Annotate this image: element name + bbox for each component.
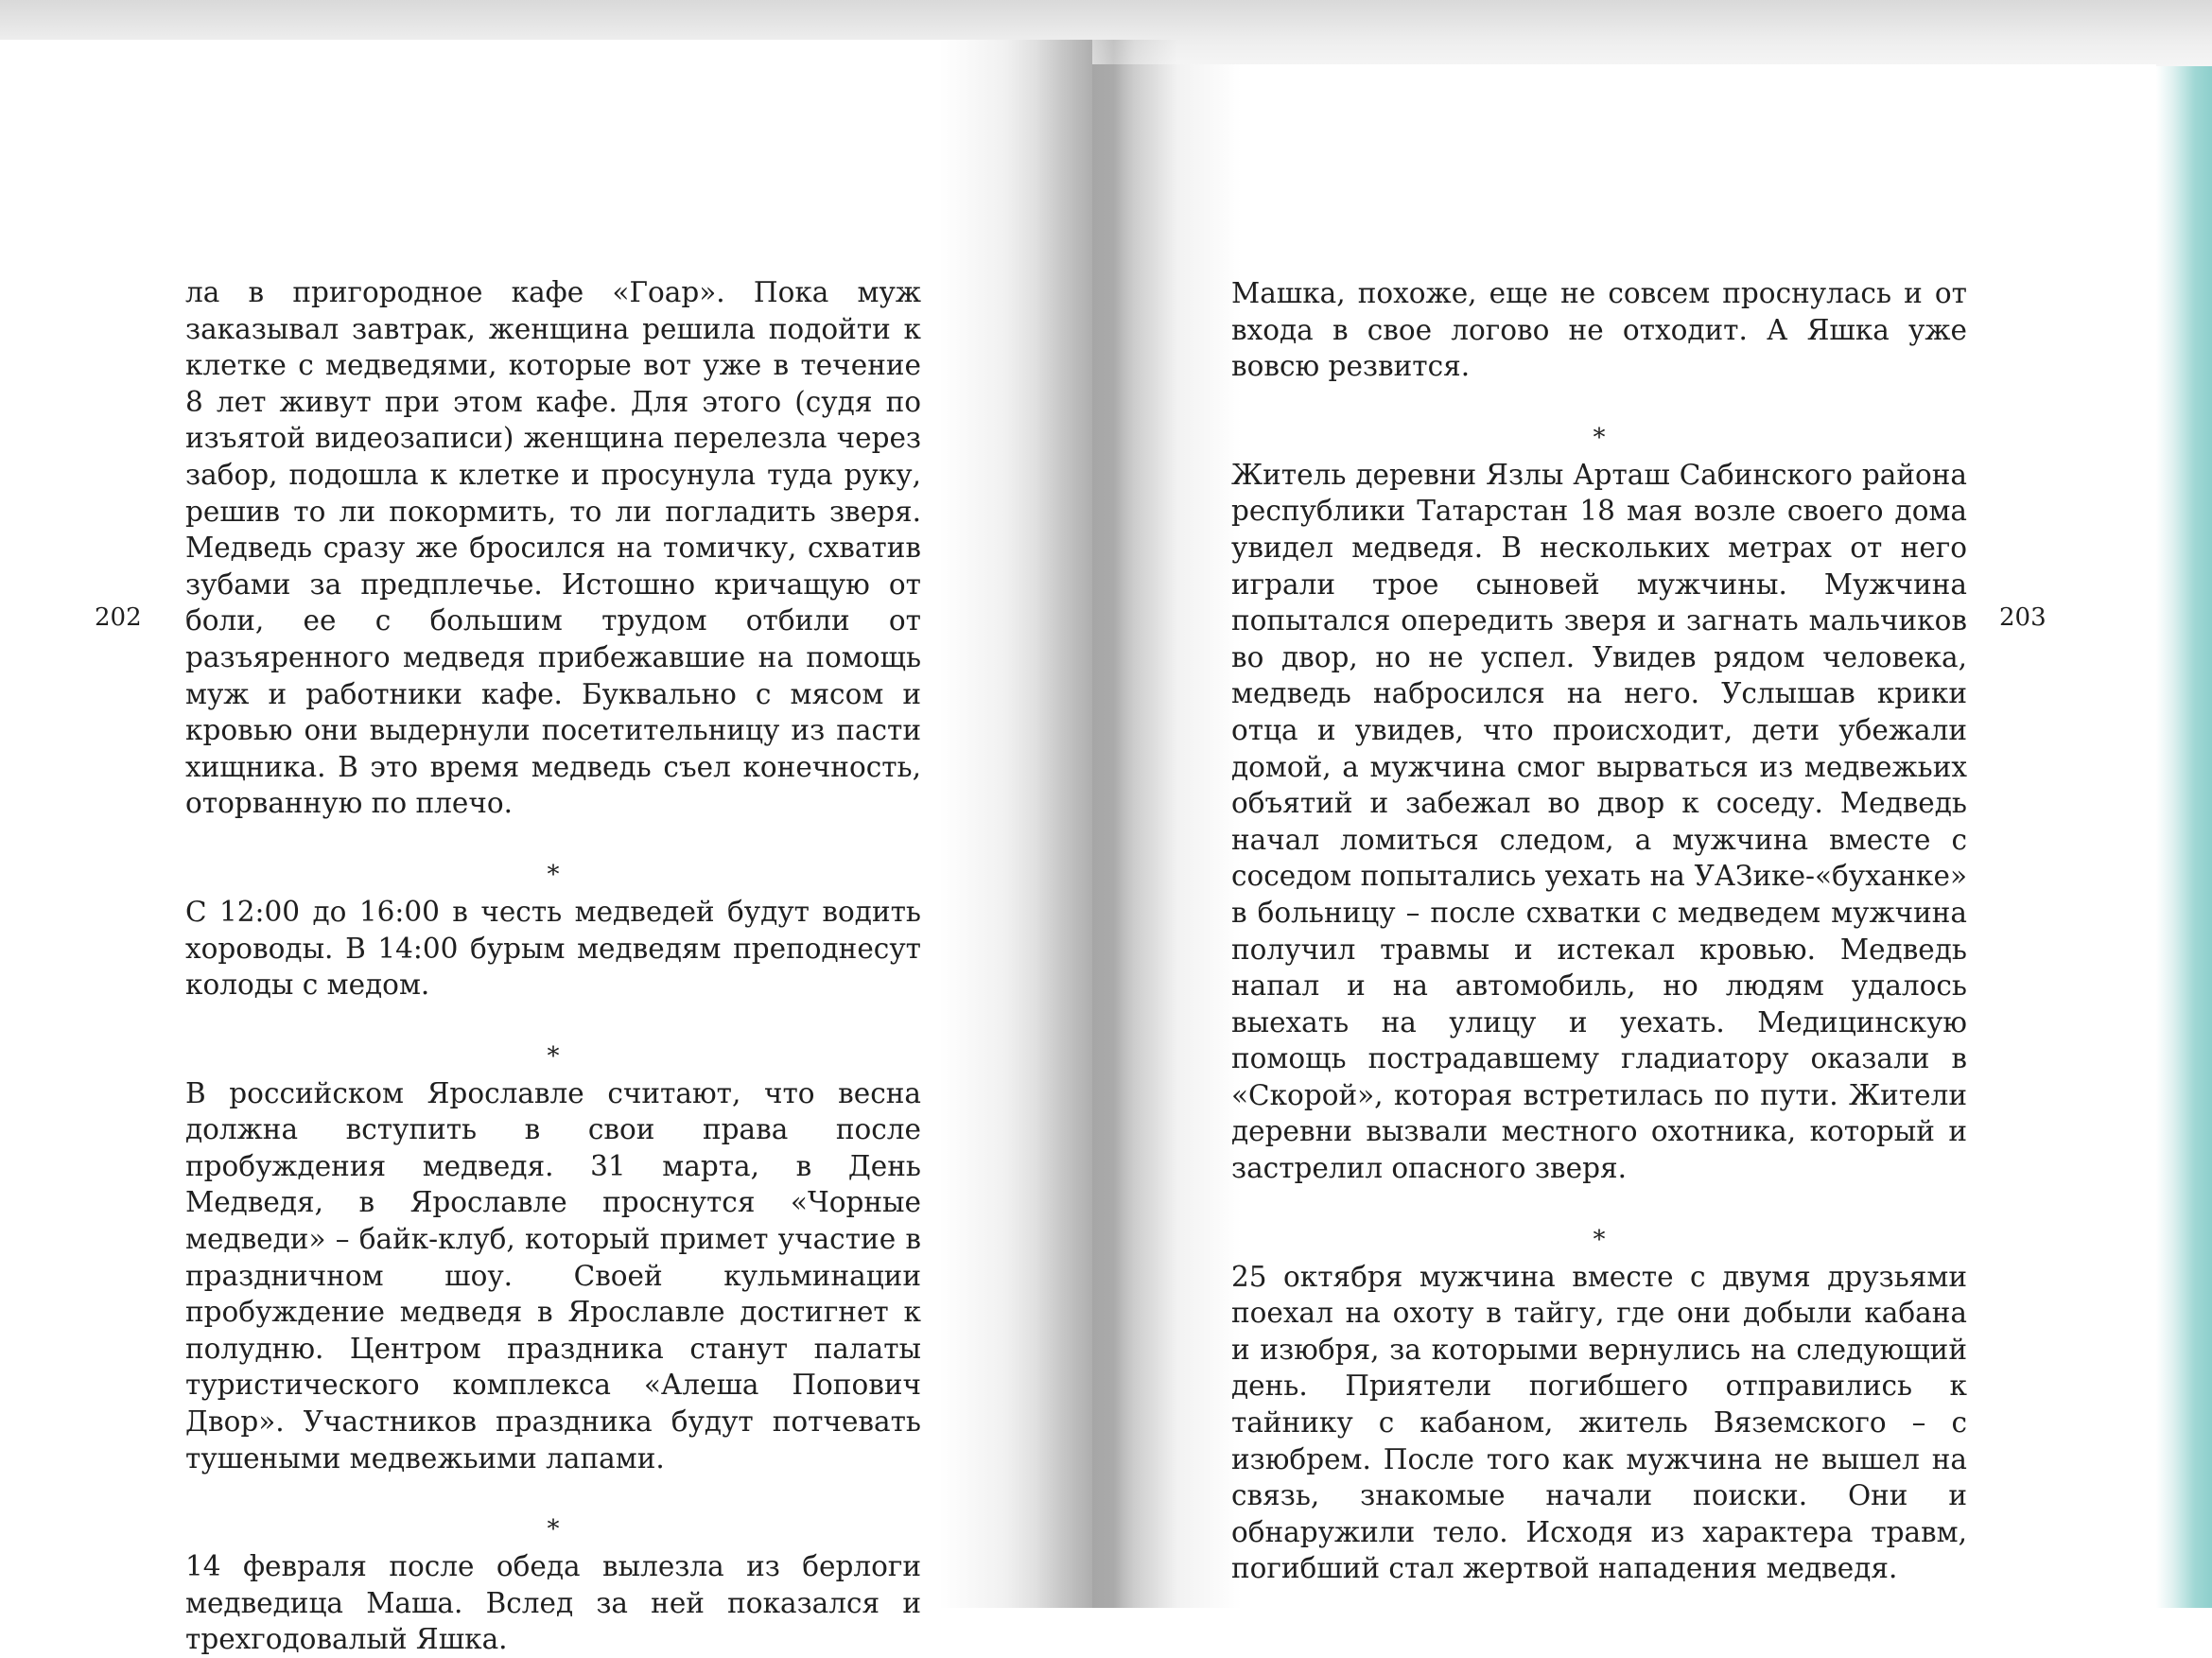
section-separator: *: [547, 1041, 560, 1071]
section-separator: *: [547, 860, 560, 889]
paragraph: 14 февраля после обеда вылезла из берлоги медведица Маша. Вслед за ней показался и трехгодовалый Яшка.: [185, 1550, 921, 1656]
paragraph: С 12:00 до 16:00 в честь медведей будут водить хороводы. В 14:00 бурым медведям преподнесут колоды с медом.: [185, 895, 921, 1002]
section-separator: *: [547, 1515, 560, 1545]
paragraph: 25 октября мужчина вместе с двумя друзьями поехал на охоту в тайгу, где они добыли кабана и изюбря, за которыми вернулись на следующий день. Приятели погибшего отправились к тайнику с кабаном, житель Вяземского – с изюбрем. После того как мужчина не вышел на связь, знакомые начали поиски. Они и обнаружили тело. Исходя из характера травм, погибший стал жертвой нападения медведя.: [1231, 1260, 1967, 1585]
book-cover-edge: [2156, 66, 2212, 1608]
right-page-text: [1231, 275, 1967, 1587]
paragraph: Житель деревни Язлы Арташ Сабинского района республики Татарстан 18 мая возле своего дома увидел медведя. В нескольких метрах от него играли трое сыновей мужчины. Мужчина попытался опередить зверя и загнать мальчиков во двор, но не успел. Увидев рядом человека, медведь набросился на него. Услышав крики отца и увидев, что происходит, дети убежали домой, а мужчина смог вырваться из медвежьих объятий и забежал во двор к соседу. Медведь начал ломиться следом, а мужчина вместе с соседом попытались уехать на УАЗике-«буханке» в больницу – после схватки с медведем мужчина получил травмы и истекал кровью. Медведь напал и на автомобиль, но людям удалось выехать на улицу и уехать. Медицинскую помощь пострадавшему гладиатору оказали в «Скорой», которая встретилась по пути. Жители деревни вызвали местного охотника, который и застрелил опасного зверя.: [1231, 458, 1967, 1185]
paragraph: Машка, похоже, еще не совсем проснулась и от входа в свое логово не отходит. А Яшка уже вовсю резвится.: [1231, 277, 1967, 383]
page-number-left: 202: [95, 603, 142, 632]
paragraph: В российском Ярославле считают, что весна должна вступить в свои права после пробуждения медведя. 31 марта, в День Медведя, в Ярославле проснутся «Чорные медведи» – байк-клуб, который примет участие в праздничном шоу. Своей кульминации пробуждение медведя в Ярославле достигнет к полудню. Центром праздника станут палаты туристического комплекса «Алеша Попович Двор». Участников праздника будут потчевать тушеными медвежьими лапами.: [185, 1076, 921, 1475]
section-separator: *: [1593, 423, 1606, 452]
paragraph: ла в пригородное кафе «Гоар». Пока муж заказывал завтрак, женщина решила подойти к клетке с медведями, которые вот уже в течение 8 лет живут при этом кафе. Для этого (судя по изъятой видеозаписи) женщина перелезла через забор, подошла к клетке и просунула туда руку, решив то ли покормить, то ли погладить зверя. Медведь сразу же бросился на томичку, схватив зубами за предплечье. Истошно кричащую от боли, ее с большим трудом отбили от разъяренного медведя прибежавшие на помощь муж и работники кафе. Буквально с мясом и кровью они выдернули посетительницу из пасти хищника. В это время медведь съел конечность, оторванную по плечо.: [185, 276, 921, 820]
section-separator: *: [1593, 1225, 1606, 1254]
left-page-text: [185, 274, 921, 1658]
page-number-right: 203: [1999, 603, 2047, 632]
